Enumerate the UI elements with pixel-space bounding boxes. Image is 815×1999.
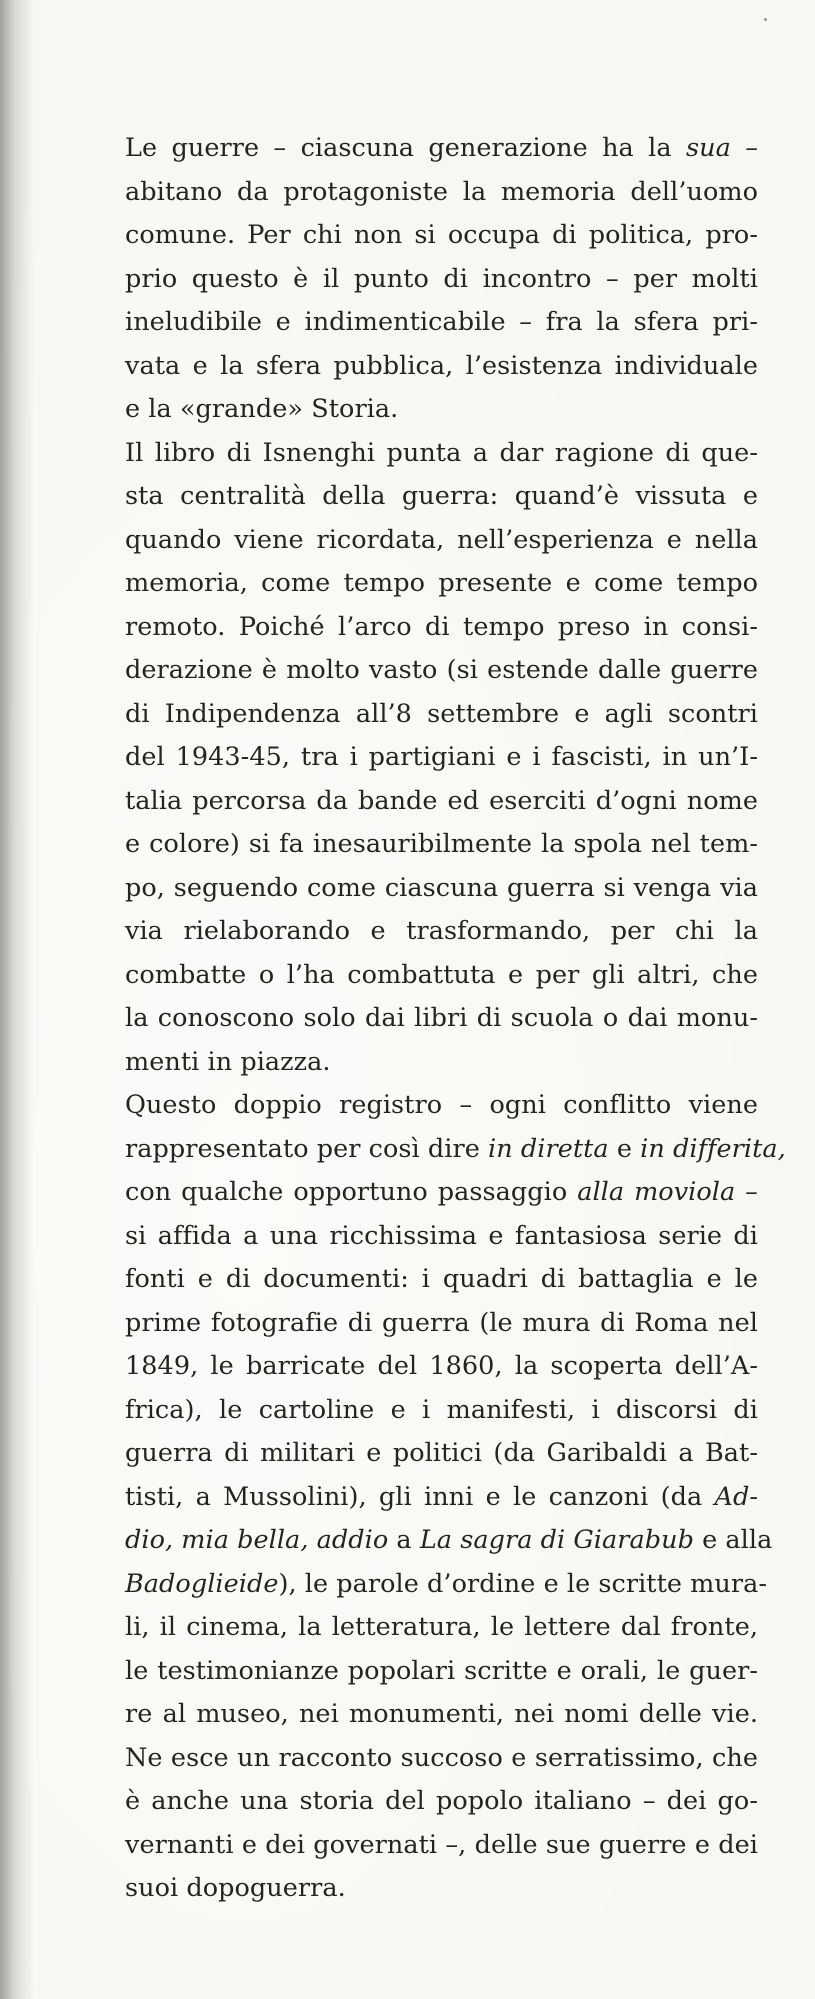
text-run: del 1943-45, tra i partigiani e i fascisti, in un’I- xyxy=(125,742,758,772)
text-line xyxy=(125,954,758,998)
text-line xyxy=(125,1432,758,1476)
text-run: Il libro di Isnenghi punta a dar ragione di que- xyxy=(125,437,758,468)
paper-speck xyxy=(764,18,767,21)
text-run: 1849, le barricate del 1860, la scoperta dell’A- xyxy=(125,1351,758,1381)
text-line xyxy=(125,258,758,302)
italic-text: in diretta xyxy=(488,1133,609,1164)
text-run: po, seguendo come ciascuna guerra si venga via xyxy=(125,872,758,903)
text-line xyxy=(125,301,758,345)
blurb-text xyxy=(125,127,786,1911)
italic-text: La sagra di Giarabub xyxy=(419,1525,694,1555)
text-line xyxy=(125,1389,758,1433)
text-line xyxy=(125,867,758,911)
text-run: abitano da protagoniste la memoria dell’uomo xyxy=(125,176,758,207)
text-run: guerra di militari e politici (da Garibaldi a Bat- xyxy=(125,1438,758,1468)
text-run: la conoscono solo dai libri di scuola o dai monu- xyxy=(125,1003,758,1033)
text-run: vernanti e dei governati –, delle sue guerre e dei xyxy=(125,1829,758,1860)
text-run: prime fotografie di guerra (le mura di Roma nel xyxy=(125,1307,758,1338)
text-run: di Indipendenza all’8 settembre e agli scontri xyxy=(125,698,758,729)
text-run: tisti, a Mussolini), gli inni e le canzoni (da xyxy=(125,1481,715,1512)
text-run: Questo doppio registro – ogni conflitto viene xyxy=(125,1090,758,1120)
text-run: con qualche opportuno passaggio xyxy=(125,1177,578,1207)
text-line xyxy=(125,432,758,476)
text-run: Le guerre – ciascuna generazione ha la xyxy=(125,133,686,163)
text-run: le testimonianze popolari scritte e orali, le guer- xyxy=(125,1655,758,1686)
text-run: combatte o l’ha combattuta e per gli altri, che xyxy=(125,959,758,990)
text-line xyxy=(125,214,758,258)
text-line xyxy=(125,1128,786,1172)
text-run: menti in piazza. xyxy=(125,1046,331,1077)
text-line xyxy=(125,780,758,824)
text-run: – xyxy=(730,133,758,163)
text-run: talia percorsa da bande ed eserciti d’ogni nome xyxy=(125,785,758,816)
text-run: quando viene ricordata, nell’esperienza e nella xyxy=(125,524,758,555)
text-line xyxy=(125,997,758,1041)
text-line xyxy=(125,1780,758,1824)
text-run: e xyxy=(608,1133,641,1164)
italic-text: alla moviola xyxy=(577,1177,736,1207)
text-run: a xyxy=(388,1525,420,1555)
text-run: prio questo è il punto di incontro – per molti xyxy=(125,263,758,294)
text-run: e alla xyxy=(693,1525,773,1555)
text-run: li, il cinema, la letteratura, le lettere dal fronte, xyxy=(125,1612,758,1642)
text-run: derazione è molto vasto (si estende dalle guerre xyxy=(125,655,758,685)
text-line xyxy=(125,693,758,737)
text-line xyxy=(125,1519,773,1563)
text-line xyxy=(125,1563,768,1607)
text-line xyxy=(125,1650,758,1694)
text-line xyxy=(125,1693,758,1737)
text-run: vata e la sfera pubblica, l’esistenza individuale xyxy=(125,350,758,381)
italic-text: in differita, xyxy=(640,1133,786,1164)
text-run: – xyxy=(735,1177,758,1207)
text-line xyxy=(125,1867,758,1911)
text-run: Ne esce un racconto succoso e serratissimo, che xyxy=(125,1742,758,1773)
text-run: è anche una storia del popolo italiano – dei go- xyxy=(125,1786,758,1816)
text-line xyxy=(125,823,758,867)
text-run: sta centralità della guerra: quand’è vissuta e xyxy=(125,481,758,511)
text-line xyxy=(125,171,758,215)
text-line xyxy=(125,1824,758,1868)
text-line xyxy=(125,127,758,171)
text-line xyxy=(125,1258,758,1302)
text-line xyxy=(125,1606,758,1650)
text-line xyxy=(125,345,758,389)
text-line xyxy=(125,388,758,432)
text-run: ), le parole d’ordine e le scritte mura- xyxy=(278,1568,768,1599)
text-line xyxy=(125,519,758,563)
text-run: fonti e di documenti: i quadri di battaglia e le xyxy=(125,1264,758,1294)
text-line xyxy=(125,736,758,780)
text-line xyxy=(125,1345,758,1389)
text-line xyxy=(125,606,758,650)
text-line xyxy=(125,1171,758,1215)
text-line xyxy=(125,1084,758,1128)
text-run: suoi dopoguerra. xyxy=(125,1873,346,1903)
text-line xyxy=(125,562,758,606)
italic-text: Badoglieide xyxy=(125,1568,279,1599)
text-line xyxy=(125,910,758,954)
text-line xyxy=(125,649,758,693)
text-run: comune. Per chi non si occupa di politica, pro- xyxy=(125,220,758,250)
text-line xyxy=(125,1737,758,1781)
text-run: rappresentato per così dire xyxy=(125,1133,489,1164)
text-run: via rielaborando e trasformando, per chi la xyxy=(125,916,758,946)
text-line xyxy=(125,1476,758,1520)
text-run: e colore) si fa inesauribilmente la spola nel tem- xyxy=(125,829,758,859)
italic-text: dio, mia bella, addio xyxy=(125,1525,389,1555)
text-line xyxy=(125,475,758,519)
text-line xyxy=(125,1215,758,1259)
text-run: memoria, come tempo presente e come tempo xyxy=(125,568,758,598)
text-run: ineludibile e indimenticabile – fra la sfera pri- xyxy=(125,307,758,337)
text-run: si affida a una ricchissima e fantasiosa serie di xyxy=(125,1220,758,1251)
text-line xyxy=(125,1302,758,1346)
text-run: re al museo, nei monumenti, nei nomi delle vie. xyxy=(125,1699,758,1729)
italic-text: Ad- xyxy=(714,1481,758,1512)
text-run: frica), le cartoline e i manifesti, i discorsi di xyxy=(125,1394,758,1425)
text-run: e la «grande» Storia. xyxy=(125,394,399,424)
text-line xyxy=(125,1041,758,1085)
italic-text: sua xyxy=(685,133,731,163)
text-run: remoto. Poiché l’arco di tempo preso in consi- xyxy=(125,611,758,642)
